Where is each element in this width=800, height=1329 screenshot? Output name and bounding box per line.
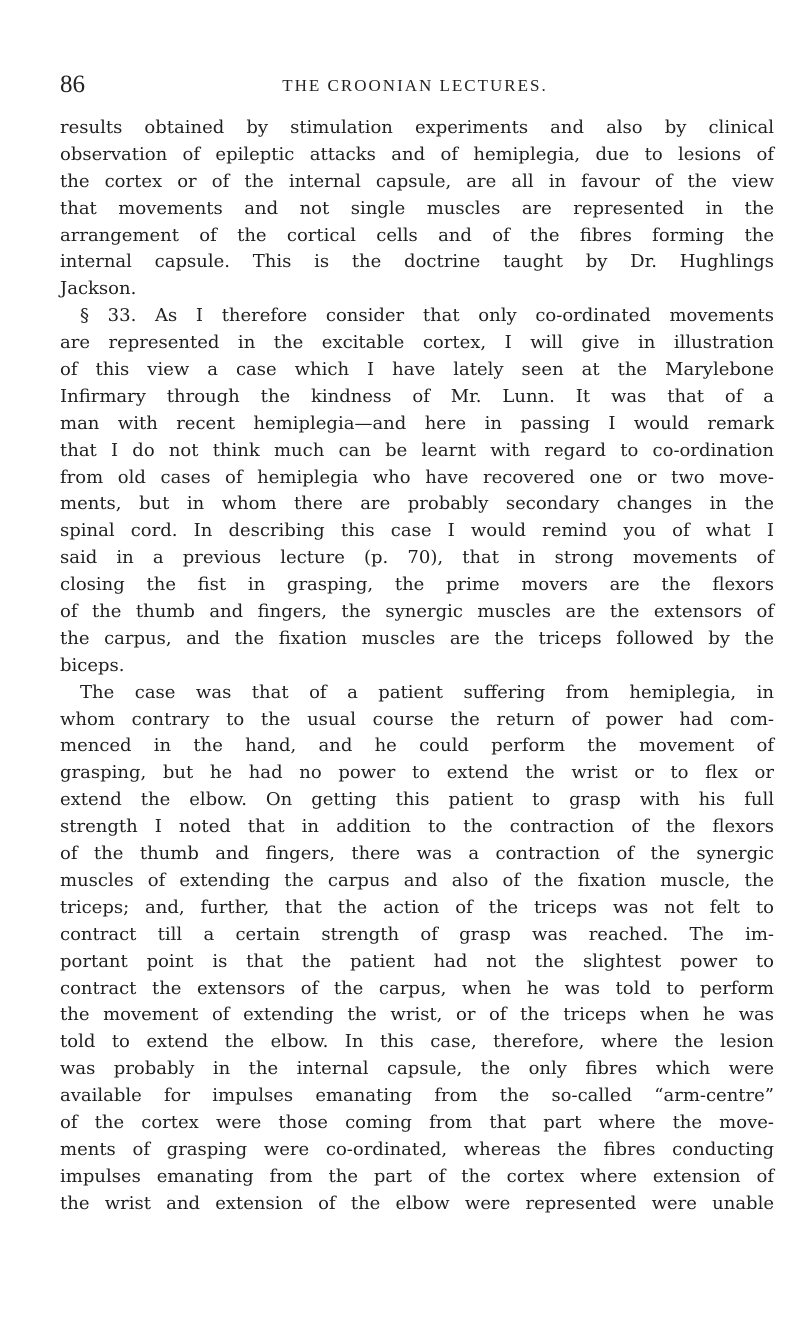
- text-line: internal capsule. This is the doctrine taught by Dr. Hughlings: [60, 251, 774, 273]
- text-line: The case was that of a patient suffering from hemiplegia, in: [80, 681, 774, 703]
- body-text: [60, 115, 774, 1218]
- text-line: results obtained by stimulation experiments and also by clinical: [60, 117, 774, 138]
- text-line: biceps.: [60, 654, 125, 676]
- text-line: the movement of extending the wrist, or of the triceps when he was: [60, 1004, 774, 1026]
- running-head: THE CROONIAN LECTURES.: [282, 76, 548, 95]
- text-line: said in a previous lecture (p. 70), that in strong movements of: [60, 547, 774, 569]
- text-line: § 33. As I therefore consider that only co-ordinated movements: [80, 305, 774, 327]
- text-line: whom contrary to the usual course the return of power had com-: [60, 708, 774, 730]
- text-line: extend the elbow. On getting this patient to grasp with his full: [60, 789, 774, 811]
- text-line: are represented in the excitable cortex, I will give in illustration: [60, 332, 774, 354]
- text-line: that movements and not single muscles are represented in the: [60, 197, 774, 219]
- text-line: contract the extensors of the carpus, when he was told to perform: [60, 977, 774, 999]
- text-line: from old cases of hemiplegia who have recovered one or two move-: [60, 466, 774, 488]
- text-line: spinal cord. In describing this case I would remind you of what I: [60, 520, 774, 542]
- text-line: observation of epileptic attacks and of hemiplegia, due to lesions of: [60, 143, 774, 165]
- text-line: of the thumb and fingers, there was a contraction of the synergic: [60, 843, 774, 865]
- text-line: Infirmary through the kindness of Mr. Lunn. It was that of a: [60, 385, 774, 407]
- text-line: ments of grasping were co-ordinated, whereas the fibres conducting: [60, 1138, 774, 1160]
- page-header: [60, 70, 770, 110]
- text-line: grasping, but he had no power to extend the wrist or to flex or: [60, 762, 774, 784]
- text-line: Jackson.: [60, 278, 137, 300]
- text-line: was probably in the internal capsule, the only fibres which were: [60, 1058, 774, 1080]
- text-line: triceps; and, further, that the action of the triceps was not felt to: [60, 896, 774, 918]
- text-line: muscles of extending the carpus and also of the fixation muscle, the: [60, 869, 774, 891]
- text-line: of the thumb and fingers, the synergic muscles are the extensors of: [60, 601, 774, 623]
- text-line: impulses emanating from the part of the cortex where extension of: [60, 1165, 774, 1187]
- text-line: the cortex or of the internal capsule, are all in favour of the view: [60, 170, 774, 192]
- text-line: man with recent hemiplegia—and here in passing I would remark: [60, 412, 774, 434]
- text-line: told to extend the elbow. In this case, therefore, where the lesion: [60, 1031, 774, 1053]
- text-line: the carpus, and the fixation muscles are the triceps followed by the: [60, 627, 774, 649]
- text-line: closing the fist in grasping, the prime movers are the flexors: [60, 574, 774, 596]
- text-line: that I do not think much can be learnt with regard to co-ordination: [60, 439, 774, 461]
- text-line: strength I noted that in addition to the contraction of the flexors: [60, 816, 774, 838]
- text-line: of this view a case which I have lately seen at the Marylebone: [60, 359, 774, 381]
- text-line: ments, but in whom there are probably secondary changes in the: [60, 493, 774, 515]
- text-line: portant point is that the patient had not the slightest power to: [60, 950, 774, 972]
- page-number: 86: [60, 71, 85, 98]
- text-line: of the cortex were those coming from that part where the move-: [60, 1111, 774, 1133]
- text-line: the wrist and extension of the elbow were represented were unable: [60, 1192, 774, 1214]
- text-line: contract till a certain strength of grasp was reached. The im-: [60, 923, 774, 945]
- text-line: menced in the hand, and he could perform the movement of: [60, 735, 774, 757]
- text-line: arrangement of the cortical cells and of the fibres forming the: [60, 224, 774, 246]
- text-line: available for impulses emanating from the so-called “arm-centre”: [60, 1085, 774, 1107]
